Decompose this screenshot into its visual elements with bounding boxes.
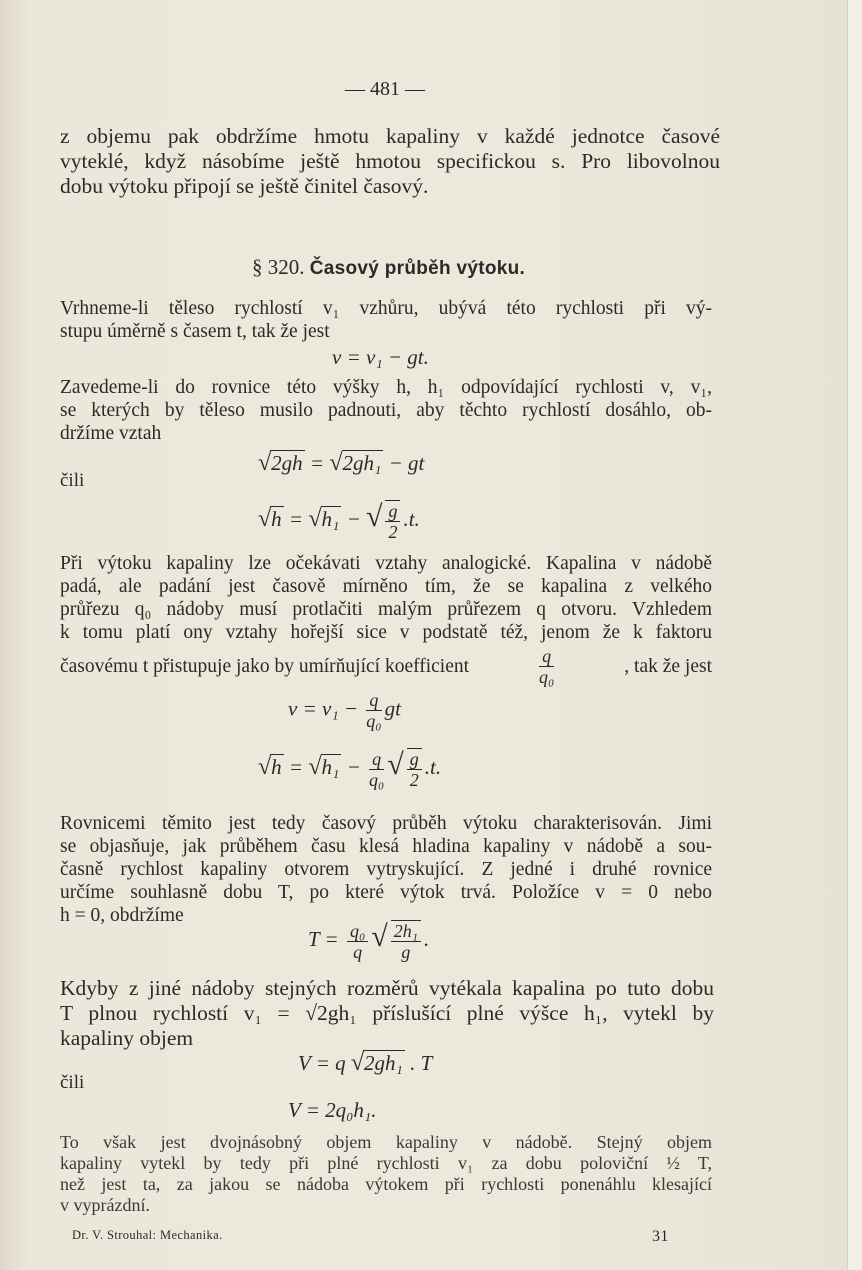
fraction (391, 920, 421, 962)
equation-left: V = q (298, 1051, 351, 1075)
text-fragment: , tak že jest (624, 655, 712, 677)
cili-label: čili (60, 470, 85, 491)
sqrt-icon: √ (366, 500, 383, 533)
numerator: g (385, 501, 400, 522)
numerator: 2h₁ (391, 921, 421, 942)
paragraph-2 (60, 376, 712, 445)
text-line: z objemu pak obdržíme hmotu kapaliny v každé jednotce časové (60, 124, 720, 148)
equation-left: T = (308, 927, 344, 951)
text-line: vyteklé, když násobíme ještě hmotou specifickou s. Pro libovolnou (60, 149, 720, 173)
text-line: se objasňuje, jak průběhem času klesá hladina kapaliny v nádobě a sou- (60, 836, 712, 857)
equation-tail: . (423, 927, 430, 951)
text-line: T plnou rychlostí v₁ = √2gh₁ příslušící plné výšce h₁, vytekl by (60, 1001, 714, 1025)
sqrt-icon: √ (350, 1050, 365, 1076)
sqrt-icon: √ (387, 748, 404, 781)
section-number: § 320. (252, 255, 305, 279)
fraction (347, 921, 368, 962)
paragraph-4 (60, 812, 712, 927)
section-heading (252, 255, 525, 280)
equation-1: v = v₁ − gt. (332, 345, 429, 369)
equation-5 (258, 748, 441, 790)
paragraph-3-last-line (60, 646, 712, 687)
text-line: padá, ale padání jest časově mírněno tím, že se kapalina z velkého (60, 576, 712, 597)
text-line: se kterých by těleso musilo padnouti, aby těchto rychlostí dosáhlo, ob- (60, 400, 712, 421)
text-line: Vrhneme-li těleso rychlostí v₁ vzhůru, ubývá této rychlosti při vý- (60, 298, 712, 319)
paragraph-6 (60, 1132, 712, 1216)
sqrt-icon: √ (308, 754, 322, 780)
section-title: Časový průběh výtoku. (309, 258, 526, 279)
fraction (369, 749, 384, 790)
denominator: q₀ (369, 769, 385, 790)
text-line: Rovnicemi těmito jest tedy časový průběh výtoku charakterisován. Jimi (60, 813, 712, 834)
fraction (407, 748, 422, 790)
numerator: q (369, 749, 384, 770)
equation-6 (308, 920, 429, 962)
text-fragment: časovému t přistupuje jako by umírňující koefficient (60, 655, 470, 677)
radicand: h₁ (321, 755, 340, 779)
minus-sign: − (341, 755, 366, 779)
fraction (539, 646, 554, 687)
denominator: g (401, 942, 411, 963)
fraction (385, 500, 400, 542)
equals-sign: = (304, 451, 330, 475)
denominator: 2 (388, 522, 398, 543)
equation-tail: gt (384, 696, 401, 721)
text-line: časně rychlost kapaliny otvorem vytryskující. Z jedné i druhé rovnice (60, 859, 712, 880)
footer-author: Dr. V. Strouhal: Mechanika. (72, 1228, 223, 1242)
sqrt-icon: √ (258, 506, 272, 532)
cili-label: čili (60, 1072, 85, 1093)
equation-left: v = v₁ − (288, 696, 364, 721)
text-line: Zavedeme-li do rovnice této výšky h, h₁ odpovídající rychlosti v, v₁, (60, 377, 712, 398)
equals-sign: = (283, 507, 309, 531)
denominator: q₀ (366, 711, 382, 731)
paragraph-1 (60, 297, 712, 343)
text-line: kapaliny vytekl by tedy při plné rychlosti v₁ za dobu poloviční ½ T, (60, 1153, 712, 1173)
text-line: průřezu q₀ nádoby musí protlačiti malým průřezem q otvoru. Vzhledem (60, 599, 712, 620)
text-line: v vyprázdní. (60, 1195, 150, 1215)
intro-paragraph (60, 124, 720, 199)
radicand: 2gh₁ (342, 451, 382, 475)
minus-sign: − (341, 507, 366, 531)
paragraph-5 (60, 976, 714, 1051)
equals-sign: = (283, 755, 309, 779)
numerator: g (407, 749, 422, 770)
numerator: q (366, 690, 381, 711)
text-line: určíme souhlasně dobu T, po které výtok trvá. Položíce v = 0 nebo (60, 882, 712, 903)
fraction (366, 690, 381, 731)
text-line: Kdyby z jiné nádoby stejných rozměrů vytékala kapalina po tuto dobu (60, 976, 714, 1000)
radicand: 2gh₁ (364, 1051, 403, 1075)
sqrt-icon: √ (258, 754, 272, 780)
text-line: kapaliny objem (60, 1026, 194, 1050)
denominator: q₀ (539, 667, 555, 687)
text-line: držíme vztah (60, 423, 162, 444)
page-number: — 481 — (345, 78, 425, 100)
text-line: To však jest dvojnásobný objem kapaliny v nádobě. Stejný objem (60, 1132, 712, 1152)
page-edge (847, 0, 862, 1270)
paragraph-3 (60, 552, 712, 644)
text-line: h = 0, obdržíme (60, 905, 184, 926)
numerator: q₀ (347, 921, 368, 942)
equation-7 (298, 1050, 432, 1077)
sqrt-icon: √ (371, 920, 388, 953)
sqrt-icon: √ (258, 450, 272, 476)
text-line: stupu úměrně s časem t, tak že jest (60, 321, 330, 342)
radicand: h (271, 755, 282, 779)
text-line: dobu výtoku připojí se ještě činitel časový. (60, 174, 429, 198)
equation-4 (288, 690, 401, 731)
footer-signature: 31 (652, 1228, 669, 1245)
equation-tail: .t. (424, 755, 442, 779)
sqrt-icon: √ (329, 450, 343, 476)
equation-3 (258, 500, 420, 542)
equation-8: V = 2q₀h₁. (288, 1098, 377, 1122)
text-line: než jest ta, za jakou se nádoba výtokem při rychlosti ponenáhlu klesající (60, 1174, 712, 1194)
equation-tail: .t. (403, 507, 420, 531)
sqrt-icon: √ (308, 506, 322, 532)
text-line: Při výtoku kapaliny lze očekávati vztahy analogické. Kapalina v nádobě (60, 553, 712, 574)
numerator: q (539, 646, 554, 667)
radicand: 2gh (271, 451, 303, 475)
text-line: k tomu platí ony vztahy hořejší sice v podstatě též, jenom že k faktoru (60, 622, 712, 643)
equation-tail: − gt (383, 451, 425, 475)
denominator: q (353, 941, 363, 962)
denominator: 2 (409, 770, 419, 791)
radicand: h (271, 507, 282, 531)
equation-2 (258, 450, 424, 477)
equation-tail: . T (404, 1051, 433, 1075)
radicand: h₁ (321, 507, 340, 531)
